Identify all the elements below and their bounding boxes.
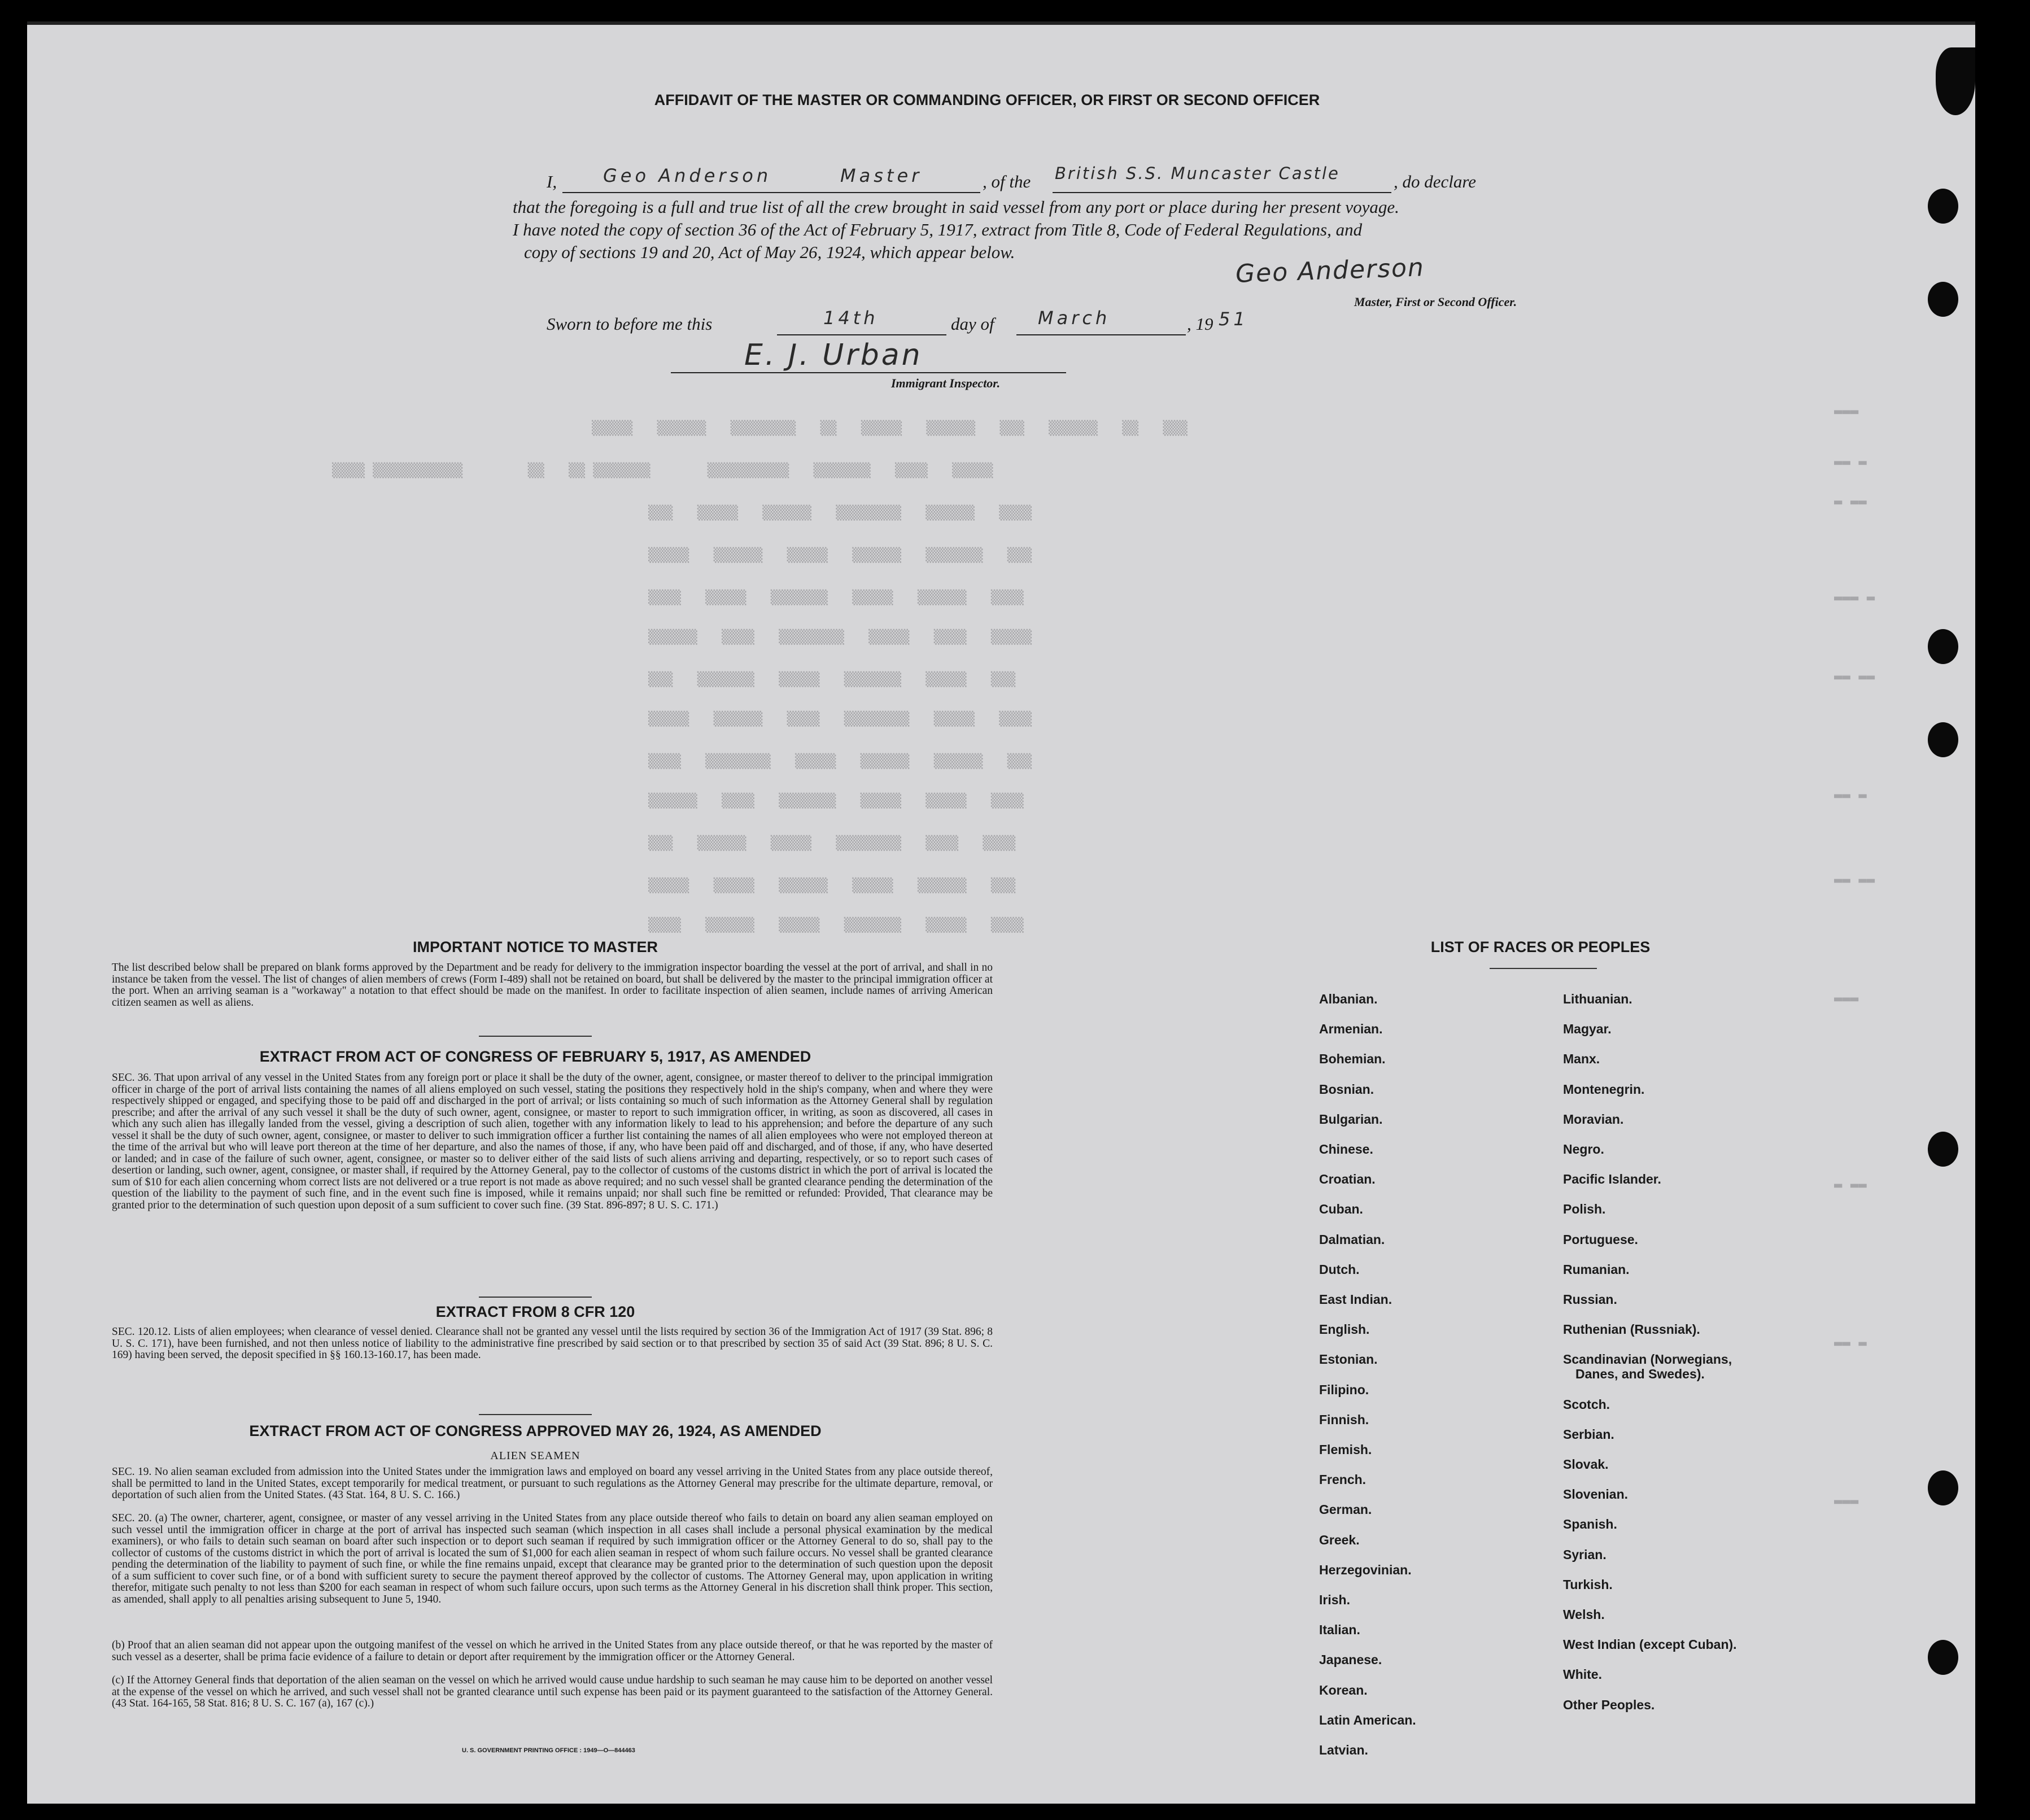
race-item: Turkish. <box>1563 1577 1613 1592</box>
race-item: Danes, and Swedes). <box>1575 1367 1705 1382</box>
extract-1917-text: SEC. 36. That upon arrival of any vessel in the United States from any foreign port or place it shall be the duty of the owner, agent, consignee, or master thereof to deliver to the principal immigration officer in charge of the port of arrival lists containing the names of all aliens employed on such vessel, stating the positions they respectively hold in the ship's company, when and where they were respectively shipped or engaged, and specifying those to be paid off and discharged in the port of arrival; or lists containing so much of such information as the Attorney General shall by regulation prescribe; and after the arrival of any such vessel it shall be the duty of such owner, agent, consignee, or master to report to such immigration officer, in writing, as soon as discovered, all cases in which any such alien has illegally landed from the vessel, giving a description of such alien, together with any information likely to lead to his apprehension; and before the departure of any such vessel it shall be the duty of such owner, agent, consignee, or master to deliver to such immigration officer a further list containing the names of all alien employees who were not employed thereon at the time of the arrival but who will leave port thereon at the time of her departure, and also the names of those, if any, who have been paid off and discharged, and of those, if any, who have deserted or landed; and in case of the failure of such owner, agent, consignee, or master so to deliver either of the said lists of such aliens arriving and departing, respectively, or so to report such cases of desertion or landing, such owner, agent, consignee, or master shall, if required by the Attorney General, pay to the collector of customs of the customs district in which the port of arrival is located the sum of $10 for each alien concerning whom correct lists are not delivered or a true report is not made as above required; and no such vessel shall be granted clearance pending the determination of the question of the liability to the payment of such fine, and in the event such fine is imposed, while it remains unpaid; nor shall such fine be remitted or refunded: Provided, That clearance may be granted prior to the determination of such question upon deposit of a sum sufficient to cover such fine. (39 Stat. 896-897; 8 U. S. C. 171.) <box>112 1072 993 1211</box>
race-item: Chinese. <box>1319 1142 1373 1156</box>
punch-hole <box>1928 1470 1958 1505</box>
i-label: I, <box>547 172 557 191</box>
sworn-label: Sworn to before me this <box>547 314 713 334</box>
race-item: Welsh. <box>1563 1607 1605 1622</box>
extract-1917-title: EXTRACT FROM ACT OF CONGRESS OF FEBRUARY 5, 1917, AS AMENDED <box>259 1048 811 1065</box>
divider <box>479 1297 592 1298</box>
race-item: Greek. <box>1319 1532 1360 1547</box>
race-item: Bulgarian. <box>1319 1111 1383 1127</box>
race-item: Moravian. <box>1563 1111 1624 1127</box>
race-item: Albanian. <box>1319 992 1378 1006</box>
extract-1924-title: EXTRACT FROM ACT OF CONGRESS APPROVED MAY 26, 1924, AS AMENDED <box>249 1422 822 1439</box>
affidavit-line1 <box>547 164 1676 197</box>
extract-1924-sec20c: (c) If the Attorney General finds that deportation of the alien seaman on the vessel on which he arrived would cause undue hardship to such seaman he may cause him to be deported on another vessel at the expense of the vessel on which he arrived, and such vessel shall not be granted clearance until such expense has been paid or its payment guaranteed to the satisfaction of the Attorney General. (43 Stat. 164-165, 58 Stat. 816; 8 U. S. C. 167 (a), 167 (c).) <box>112 1674 993 1709</box>
vessel-handwritten: British S.S. Muncaster Castle <box>1055 164 1340 183</box>
day-handwritten: 14th <box>823 307 879 329</box>
inspector-signature: E. J. Urban <box>744 338 923 372</box>
race-item: Slovenian. <box>1563 1487 1629 1502</box>
race-item: Slovak. <box>1563 1457 1609 1472</box>
race-item: Bosnian. <box>1319 1081 1374 1097</box>
race-item: Korean. <box>1319 1682 1368 1697</box>
race-item: Flemish. <box>1319 1442 1372 1457</box>
rank-handwritten: Master <box>840 165 923 186</box>
month-handwritten: March <box>1038 307 1111 329</box>
year-prefix: , 19 <box>1187 314 1213 334</box>
extract-cfr-title: EXTRACT FROM 8 CFR 120 <box>435 1303 635 1320</box>
race-item: Dalmatian. <box>1319 1232 1385 1247</box>
punch-hole <box>1928 189 1958 224</box>
vessel-underline <box>1053 192 1391 193</box>
day-underline <box>777 334 946 335</box>
affidavit-line2: that the foregoing is a full and true list of all the crew brought in said vessel from any port or place during her present voyage. <box>513 197 1399 217</box>
race-item: English. <box>1319 1322 1370 1337</box>
punch-hole <box>1928 1132 1958 1167</box>
punch-hole <box>1928 629 1958 664</box>
race-item: Italian. <box>1319 1622 1360 1638</box>
divider <box>479 1414 592 1415</box>
race-item: Montenegrin. <box>1563 1081 1645 1097</box>
affidavit-line4: copy of sections 19 and 20, Act of May 26, 1924, which appear below. <box>524 242 1015 262</box>
race-item: Ruthenian (Russniak). <box>1563 1322 1700 1337</box>
corner-tear <box>1936 47 1975 115</box>
races-title: LIST OF RACES OR PEOPLES <box>1430 939 1651 955</box>
of-the-label: , of the <box>983 172 1031 191</box>
race-item: Rumanian. <box>1563 1262 1630 1277</box>
race-item: White. <box>1563 1667 1602 1682</box>
race-item: Pacific Islander. <box>1563 1172 1661 1187</box>
officer-label: Master, First or Second Officer. <box>1354 295 1517 309</box>
year-handwritten: 51 <box>1219 308 1248 330</box>
race-item: German. <box>1319 1502 1372 1517</box>
race-item: Serbian. <box>1563 1426 1614 1442</box>
extract-1924-sec20b: (b) Proof that an alien seaman did not appear upon the outgoing manifest of the vessel on which he arrived in the United States from any place outside thereof, or that he was reported by the master of such vessel as a deserter, shall be prima facie evidence of a failure to detain or deport after requirement by the immigration officer or the Attorney General. <box>112 1639 993 1663</box>
notice-text: The list described below shall be prepared on blank forms approved by the Department and be ready for delivery to the immigration inspector boarding the vessel at the port of arrival, and shall in no instance be taken from the vessel. The list of changes of alien members of crews (Form I-489) shall not be retained on board, but shall be delivered by the master to the principal immigration officer at the port. When an arriving seaman is a "workaway" a notation to that effect should be made on the manifest. In order to facilitate inspection of alien seamen, include names of arriving American citizen seamen as well as aliens. <box>112 962 993 1009</box>
race-item: Bohemian. <box>1319 1051 1386 1067</box>
document-page: ▬▬▬ ▬▬ ▬ ▬ ▬▬ ▬▬▬ ▬ ▬▬ ▬▬ ▬▬ ▬ ▬▬ ▬▬ ▬▬▬ ▬ ▬▬ ▬▬ ▬ ▬▬▬ ▒▒▒▒▒ ▒▒▒▒▒▒ ▒▒▒▒▒▒▒▒ ▒▒ ▒▒▒▒▒ ▒▒▒▒▒▒ ▒▒▒ ▒▒▒▒▒▒ ▒▒ ▒▒▒ ▒▒▒▒ ▒▒▒▒▒▒▒▒▒▒▒ ▒▒ ▒▒ ▒▒▒▒▒▒▒ ▒▒▒▒▒▒▒▒▒▒ ▒▒▒▒▒▒▒ ▒▒▒▒ ▒▒▒▒▒ ▒▒▒ ▒▒▒▒▒ ▒▒▒▒▒▒ ▒▒▒▒▒▒▒▒ ▒▒▒▒▒▒ ▒▒▒▒ ▒▒▒▒▒ ▒▒▒▒▒▒ ▒▒▒▒▒ ▒▒▒▒▒▒ ▒▒▒▒▒▒▒ ▒▒▒ ▒▒▒▒ ▒▒▒▒▒ ▒▒▒▒▒▒▒ ▒▒▒▒▒ ▒▒▒▒▒▒ ▒▒▒▒ ▒▒▒▒▒▒ ▒▒▒▒ ▒▒▒▒▒▒▒▒ ▒▒▒▒▒ ▒▒▒▒ ▒▒▒▒▒ ▒▒▒ ▒▒▒▒▒▒▒ ▒▒▒▒▒ ▒▒▒▒▒▒▒ ▒▒▒▒▒ ▒▒▒ ▒▒▒▒▒ ▒▒▒▒▒▒ ▒▒▒▒ ▒▒▒▒▒▒▒▒ ▒▒▒▒▒ ▒▒▒▒ ▒▒▒▒ ▒▒▒▒▒▒▒▒ ▒▒▒▒▒ ▒▒▒▒▒▒ ▒▒▒▒▒▒ ▒▒▒ ▒▒▒▒▒▒ ▒▒▒▒ ▒▒▒▒▒▒▒ ▒▒▒▒▒ ▒▒▒▒▒ ▒▒▒▒ ▒▒▒ ▒▒▒▒▒▒ ▒▒▒▒▒ ▒▒▒▒▒▒▒▒ ▒▒▒▒ ▒▒▒▒ ▒▒▒▒▒ ▒▒▒▒▒ ▒▒▒▒▒▒ ▒▒▒▒▒ ▒▒▒▒▒▒ ▒▒▒ ▒▒▒▒ ▒▒▒▒▒▒ ▒▒▒▒▒ ▒▒▒▒▒▒▒ ▒▒▒▒▒ ▒▒▒▒ AFFIDAVIT OF THE MASTER OR COMMANDING OFFICER, OR FIRST OR SECOND OFFICER I, Geo Anderson Master , of the British S.S. Muncaster Castle , do declare that the foregoing is a full and true list of all the crew brought in said vessel from any port or place during her present voyage. I have noted the copy of section 36 of the Act of February 5, 1917, extract from Title 8, Code of Federal Regulations, and copy of sections 19 and 20, Act of May 26, 1924, which appear below. Geo Anderson Master, First or Second Officer. Sworn to before me this 14th day of March , 19 51 E. J. Urban Immigrant Inspector. IMPORTANT NOTICE TO MASTER The list described below shall be prepared on blank forms approved by the Department and be ready for delivery to the immigration inspector boarding the vessel at the port of arrival, and shall in no instance be taken from the vessel. The list of changes of alien members of crews (Form I-489) shall not be retained on board, but shall be delivered by the master to the principal immigration officer at the port. When an arriving seaman is a "workaway" a notation to that effect should be made on the manifest. In order to facilitate inspection of alien seamen, include names of arriving American citizen seamen as well as aliens. EXTRACT FROM ACT OF CONGRESS OF FEBRUARY 5, 1917, AS AMENDED SEC. 36. That upon arrival of any vessel in the United States from any foreign port or place it shall be the duty of the owner, agent, consignee, or master thereof to deliver to the principal immigration officer in charge of the port of arrival lists containing the names of all aliens employed on such vessel, stating the positions they respectively hold in the ship's company, when and where they were respectively shipped or engaged, and specifying those to be paid off and discharged in the port of arrival; or lists containing so much of such information as the Attorney General shall by regulation prescribe; and after the arrival of any such vessel it shall be the duty of such owner, agent, consignee, or master to report to such immigration officer, in writing, as soon as discovered, all cases in which any such alien has illegally landed from the vessel, giving a description of such alien, together with any information likely to lead to his apprehension; and before the departure of any such vessel it shall be the duty of such owner, agent, consignee, or master to deliver to such immigration officer a further list containing the names of all alien employees who were not employed thereon at the time of the arrival but who will leave port thereon at the time of her departure, and also the names of those, if any, who have been paid off and discharged, and of those, if any, who have deserted or landed; and in case of the failure of such owner, agent, consignee, or master so to deliver either of the said lists of such aliens arriving and departing, respectively, or so to report such cases of desertion or landing, such owner, agent, consignee, or master shall, if required by the Attorney General, pay to the collector of customs of the customs district in which the port of arrival is located the sum of $10 for each alien concerning whom correct lists are not delivered or a true report is not made as above required; and no such vessel shall be granted clearance pending the determination of the question of the liability to the payment of such fine, and in the event such fine is imposed, while it remains unpaid; nor shall such fine be remitted or refunded: Provided, That clearance may be granted prior to the determination of such question upon deposit of a sum sufficient to cover such fine. (39 Stat. 896-897; 8 U. S. C. 171.) EXTRACT FROM 8 CFR 120 SEC. 120.12. Lists of alien employees; when clearance of vessel denied. Clearance shall not be granted any vessel until the lists required by section 36 of the Immigration Act of 1917 (39 Stat. 896; 8 U. S. C. 171), have been furnished, and not then unless notice of liability to the administrative fine prescribed by said section or to that prescribed by section 35 of said Act (39 Stat. 896; 8 U. S. C. 169) having been served, the deposit specified in §§ 160.13-160.17, has been made. EXTRACT FROM ACT OF CONGRESS APPROVED MAY 26, 1924, AS AMENDED ALIEN SEAMEN SEC. 19. No alien seaman excluded from admission into the United States under the immigration laws and employed on board any vessel arriving in the United States from any place outside thereof, shall be permitted to land in the United States, except temporarily for medical treatment, or pursuant to such regulations as the Attorney General may prescribe for the ultimate departure, removal, or deportation of such alien from the United States. (43 Stat. 164, 8 U. S. C. 166.) SEC. 20. (a) The owner, charterer, agent, consignee, or master of any vessel arriving in the United States from any place outside thereof who fails to detain on board any alien seaman employed on such vessel until the immigration officer in charge at the port of arrival has inspected such seaman (which inspection in all cases shall include a personal physical examination by the medical examiners), or who fails to detain such seaman on board after such inspection or to deport such seaman if required by such immigration officer or the Attorney General to do so, shall pay to the collector of customs of the customs district in which the port of arrival is located the sum of $1,000 for each alien seaman in respect of whom such failure occurs. No vessel shall be granted clearance pending the determination of the liability to payment of such fine, or while the fine remains unpaid, except that clearance may be granted prior to the determination of such question upon the deposit of a sum sufficient to cover such fine, or of a bond with sufficient surety to secure the payment thereof approved by the collector of customs. The Attorney General may, upon application in writing therefor, mitigate such penalty to not less than $200 for each seaman in respect of whom such failure occurs, upon such terms as the Attorney General in his discretion shall think proper. This section, as amended, shall apply to all penalties arising subsequent to June 5, 1940. (b) Proof that an alien seaman did not appear upon the outgoing manifest of the vessel on which he arrived in the United States from any place outside thereof, or that he was reported by the master of such vessel as a deserter, shall be prima facie evidence of a failure to detain or deport after requirement by the immigration officer or the Attorney General. (c) If the Attorney General finds that deportation of the alien seaman on the vessel on which he arrived would cause undue hardship to such seaman he may cause him to be deported on another vessel at the expense of the vessel on which he arrived, and such vessel shall not be granted clearance until such expense has been paid or its payment guaranteed to the satisfaction of the Attorney General. (43 Stat. 164-165, 58 Stat. 816; 8 U. S. C. 167 (a), 167 (c).) U. S. GOVERNMENT PRINTING OFFICE : 1949—O—844463 LIST OF RACES OR PEOPLES Albanian. Armenian. Bohemian. Bosnian. Bulgarian. Chinese. Croatian. Cuban. Dalmatian. Dutch. East Indian. English. Estonian. Filipino. Finnish. Flemish. French. German. Greek. Herzegovinian. Irish. Italian. Japanese. Korean. Latin American. Latvian. Lithuanian. Magyar. Manx. Montenegrin. Moravian. Negro. Pacific Islander. Polish. Portuguese. Rumanian. Russian. Ruthenian (Russniak). Scandinavian (Norwegians, Danes, and Swedes). Scotch. Serbian. Slovak. Slovenian. Spanish. Syrian. Turkish. Welsh. West Indian (except Cuban). White. Other Peoples. <box>27 21 1975 1804</box>
race-item: Latin American. <box>1319 1712 1416 1727</box>
race-item: Japanese. <box>1319 1652 1382 1668</box>
divider <box>479 1036 592 1037</box>
race-item: Irish. <box>1319 1592 1350 1607</box>
race-item: Portuguese. <box>1563 1232 1638 1247</box>
race-item: Cuban. <box>1319 1202 1363 1217</box>
sworn-line <box>547 307 1394 339</box>
inspector-underline <box>671 372 1066 373</box>
divider <box>1490 968 1597 969</box>
inspector-label: Immigrant Inspector. <box>891 376 1001 390</box>
day-of-label: day of <box>951 314 994 334</box>
name-underline <box>562 192 980 193</box>
race-item: Magyar. <box>1563 1022 1612 1037</box>
race-item: Manx. <box>1563 1051 1600 1067</box>
race-item: Latvian. <box>1319 1743 1368 1757</box>
month-underline <box>1016 334 1186 335</box>
race-item: Syrian. <box>1563 1547 1606 1562</box>
extract-1924-sec19: SEC. 19. No alien seaman excluded from admission into the United States under the immigration laws and employed on board any vessel arriving in the United States from any place outside thereof, shall be permitted to land in the United States, except temporarily for medical treatment, or pursuant to such regulations as the Attorney General may prescribe for the ultimate departure, removal, or deportation of such alien from the United States. (43 Stat. 164, 8 U. S. C. 166.) <box>112 1466 993 1501</box>
race-item: Polish. <box>1563 1202 1606 1217</box>
race-item: Russian. <box>1563 1292 1617 1307</box>
race-item: Lithuanian. <box>1563 992 1632 1006</box>
extract-cfr-text: SEC. 120.12. Lists of alien employees; when clearance of vessel denied. Clearance shall not be granted any vessel until the lists required by section 36 of the Immigration Act of 1917 (39 Stat. 896; 8 U. S. C. 171), have been furnished, and not then unless notice of liability to the administrative fine prescribed by said section or to that prescribed by section 35 of said Act (39 Stat. 896; 8 U. S. C. 169) having been served, the deposit specified in §§ 160.13-160.17, has been made. <box>112 1326 993 1361</box>
extract-1924-sec20a: SEC. 20. (a) The owner, charterer, agent, consignee, or master of any vessel arriving in the United States from any place outside thereof who fails to detain on board any alien seaman employed on such vessel until the immigration officer in charge at the port of arrival has inspected such seaman (which inspection in all cases shall include a personal physical examination by the medical examiners), or who fails to detain such seaman on board after such inspection or to deport such seaman if required by such immigration officer or the Attorney General to do so, shall pay to the collector of customs of the customs district in which the port of arrival is located the sum of $1,000 for each alien seaman in respect of whom such failure occurs. No vessel shall be granted clearance pending the determination of the liability to payment of such fine, or while the fine remains unpaid, except that clearance may be granted prior to the determination of such question upon the deposit of a sum sufficient to cover such fine, or of a bond with sufficient surety to secure the payment thereof approved by the collector of customs. The Attorney General may, upon application in writing therefor, mitigate such penalty to not less than $200 for each seaman in respect of whom such failure occurs, upon such terms as the Attorney General in his discretion shall think proper. This section, as amended, shall apply to all penalties arising subsequent to June 5, 1940. <box>112 1512 993 1605</box>
race-item: Spanish. <box>1563 1517 1617 1532</box>
race-item: Herzegovinian. <box>1319 1562 1412 1577</box>
race-item: Negro. <box>1563 1142 1604 1156</box>
punch-hole <box>1928 722 1958 757</box>
printer-imprint: U. S. GOVERNMENT PRINTING OFFICE : 1949—O—844463 <box>462 1747 635 1754</box>
race-item: East Indian. <box>1319 1292 1392 1307</box>
race-item: Finnish. <box>1319 1412 1369 1427</box>
race-item: Scandinavian (Norwegians, <box>1563 1352 1732 1367</box>
affidavit-line3: I have noted the copy of section 36 of the Act of February 5, 1917, extract from Title 8, Code of Federal Regulations, and <box>513 220 1363 239</box>
race-item: Armenian. <box>1319 1022 1383 1037</box>
master-signature: Geo Anderson <box>1235 253 1425 289</box>
race-item: Filipino. <box>1319 1382 1369 1397</box>
race-item: Other Peoples. <box>1563 1697 1655 1712</box>
declare-label: , do declare <box>1394 172 1477 191</box>
extract-1924-subtitle: ALIEN SEAMEN <box>490 1450 580 1462</box>
race-item: Scotch. <box>1563 1396 1610 1412</box>
punch-hole <box>1928 282 1958 317</box>
race-item: Estonian. <box>1319 1352 1378 1367</box>
race-item: West Indian (except Cuban). <box>1563 1637 1737 1652</box>
race-item: Croatian. <box>1319 1172 1376 1187</box>
master-name-handwritten: Geo Anderson <box>603 165 772 186</box>
affidavit-title: AFFIDAVIT OF THE MASTER OR COMMANDING OFFICER, OR FIRST OR SECOND OFFICER <box>654 91 1320 108</box>
race-item: French. <box>1319 1472 1367 1487</box>
punch-hole <box>1928 1640 1958 1675</box>
notice-title: IMPORTANT NOTICE TO MASTER <box>413 939 658 955</box>
race-item: Dutch. <box>1319 1262 1360 1277</box>
